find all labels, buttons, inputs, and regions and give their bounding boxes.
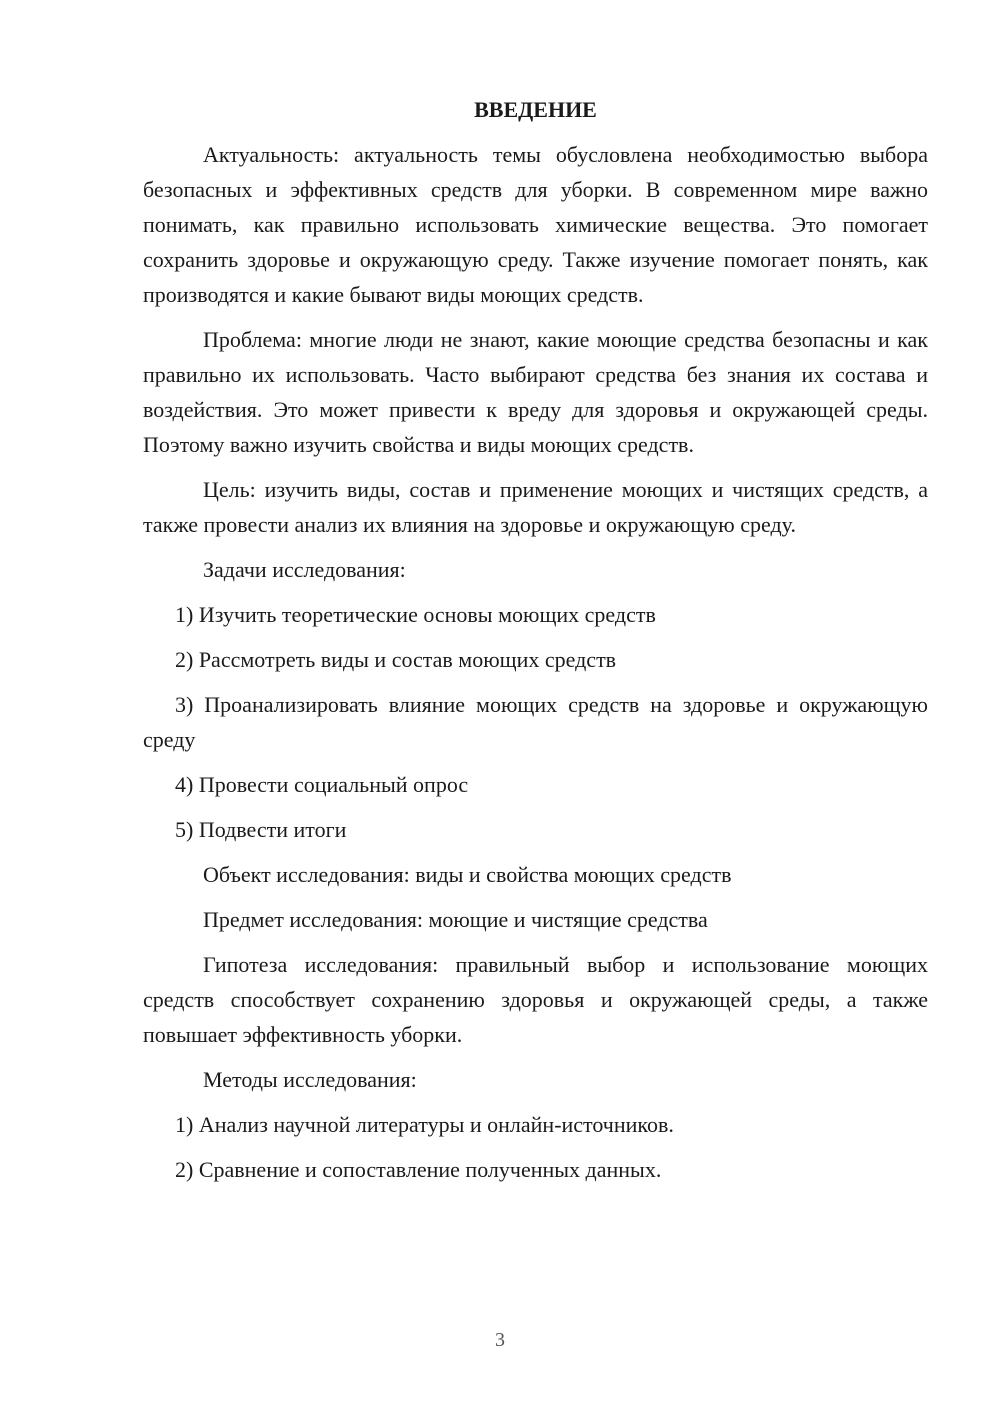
task-item: 5) Подвести итоги [175,817,347,842]
tasks-heading: Задачи исследования: [203,557,406,582]
research-subject: Предмет исследования: моющие и чистящие средства [203,907,708,932]
method-item: 2) Сравнение и сопоставление полученных данных. [175,1157,662,1182]
relevance-paragraph: Актуальность: актуальность темы обусловлена необходимостью выбора безопасных и эффективных средств для уборки. В современном мире важно понимать, как правильно использовать химические вещества. Это помогает сохранить здоровье и окружающую среду. Также изучение помогает понять, как производятся и какие бывают виды моющих средств. [143,142,928,307]
task-item: 2) Рассмотреть виды и состав моющих средств [175,647,617,672]
research-object: Объект исследования: виды и свойства моющих средств [203,862,732,887]
section-title: ВВЕДЕНИЕ [474,97,597,122]
methods-heading: Методы исследования: [203,1067,417,1092]
task-item: 1) Изучить теоретические основы моющих средств [175,602,656,627]
page-number: 3 [495,1329,505,1351]
document-page [143,92,928,1197]
problem-paragraph: Проблема: многие люди не знают, какие моющие средства безопасны и как правильно их использовать. Часто выбирают средства без знания их состава и воздействия. Это может привести к вреду для здоровья и окружающей среды. Поэтому важно изучить свойства и виды моющих средств. [143,327,928,457]
task-item: 4) Провести социальный опрос [175,772,469,797]
goal-paragraph: Цель: изучить виды, состав и применение моющих и чистящих средств, а также провести анализ их влияния на здоровье и окружающую среду. [143,477,928,537]
task-item: 3) Проанализировать влияние моющих средств на здоровье и окружающую среду [143,692,928,752]
method-item: 1) Анализ научной литературы и онлайн-источников. [175,1112,674,1137]
hypothesis-paragraph: Гипотеза исследования: правильный выбор и использование моющих средств способствует сохранению здоровья и окружающей среды, а также повышает эффективность уборки. [143,952,928,1047]
